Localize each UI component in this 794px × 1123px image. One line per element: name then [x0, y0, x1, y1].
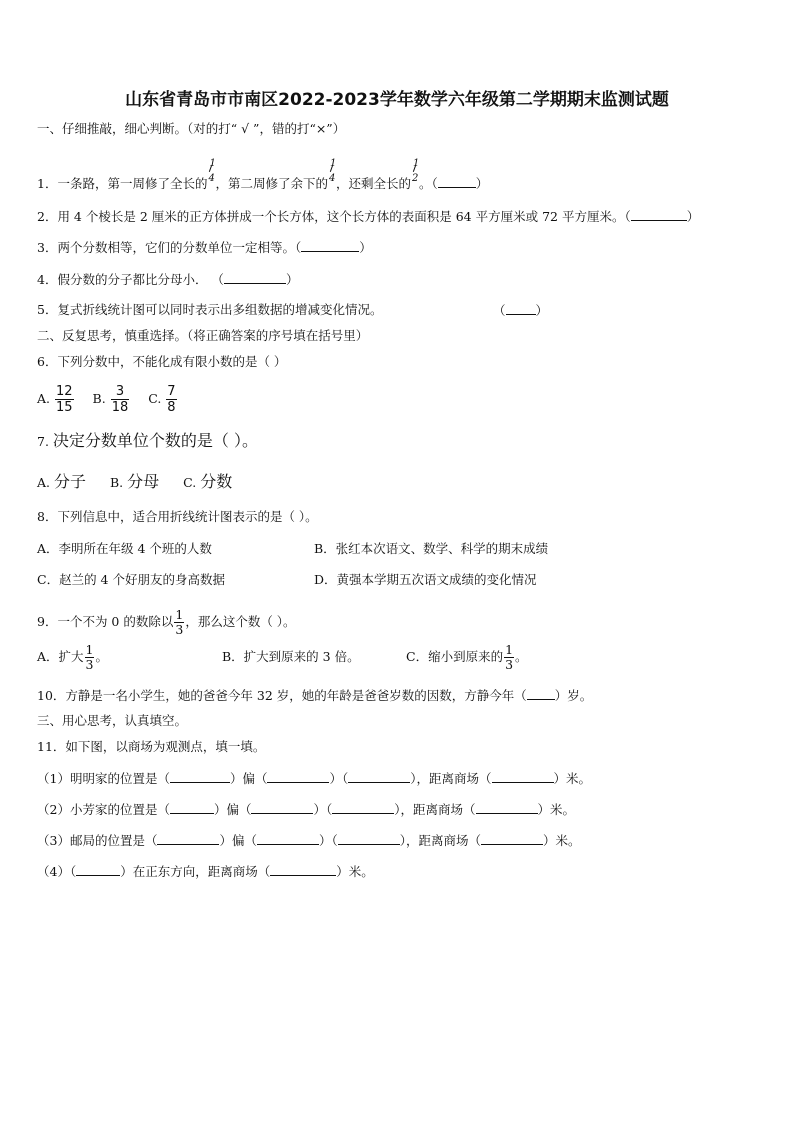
fraction: 1 2 — [412, 158, 420, 184]
answer-blank[interactable] — [301, 239, 359, 252]
section-heading-1: 一、仔细推敲，细心判断。（对的打“ √ ”，错的打“×”） — [37, 121, 346, 136]
question-1: 1．一条路，第一周修了全长的 1 4 ，第二周修了余下的 1 4 ，还剩全长的 1 2 。（ ） — [37, 158, 489, 191]
answer-blank[interactable] — [267, 770, 329, 783]
answer-blank[interactable] — [481, 832, 543, 845]
option-b[interactable]: B. 分母 — [110, 472, 160, 491]
option-c[interactable]: C. 分数 — [183, 472, 233, 491]
question-9-option-c[interactable]: C．缩小到原来的 $\frac{1}{3}$ 。 — [406, 642, 528, 672]
question-9-option-a[interactable]: A．扩大 $\frac{1}{3}$ 。 — [37, 642, 108, 672]
question-11-row-2: （2）小芳家的位置是（ ）偏（ ）（ ），距离商场（ ）米。 — [37, 802, 576, 817]
fraction: $\frac{7}{8}$ — [167, 384, 176, 415]
question-7-options — [37, 472, 246, 492]
section-heading-3: 三、用心思考，认真填空。 — [37, 713, 188, 728]
fraction: $\frac{1}{3}$ — [505, 642, 514, 672]
answer-blank[interactable] — [251, 801, 313, 814]
answer-blank[interactable] — [348, 770, 410, 783]
answer-blank[interactable] — [438, 175, 476, 188]
question-3: 3．两个分数相等，它们的分数单位一定相等。（ ） — [37, 240, 372, 255]
question-11: 11．如下图，以商场为观测点，填一填。 — [37, 739, 266, 754]
question-6: 6．下列分数中，不能化成有限小数的是（ ） — [37, 354, 287, 369]
answer-blank[interactable] — [332, 801, 394, 814]
question-2: 2．用 4 个棱长是 2 厘米的正方体拼成一个长方体，这个长方体的表面积是 64 平方厘米或 72 平方厘米。（ ） — [37, 209, 700, 224]
question-11-row-1: （1）明明家的位置是（ ）偏（ ）（ ），距离商场（ ）米。 — [37, 771, 592, 786]
fraction: 1 4 — [328, 158, 337, 184]
fraction: $\frac{1}{3}$ — [175, 607, 184, 637]
answer-blank[interactable] — [492, 770, 554, 783]
question-7: 7. 决定分数单位个数的是（ ）。 — [37, 431, 259, 450]
question-6-options — [37, 382, 192, 416]
fraction: $\frac{1}{3}$ — [85, 642, 94, 672]
option-b[interactable]: B. $\frac{3}{18}$ — [92, 384, 129, 415]
fraction: 1 4 — [208, 158, 216, 184]
option-a[interactable]: A. 分子 — [37, 472, 87, 491]
answer-blank[interactable] — [631, 208, 687, 221]
fraction: $\frac{12}{15}$ — [56, 384, 73, 415]
answer-blank[interactable] — [270, 863, 336, 876]
answer-blank[interactable] — [476, 801, 538, 814]
answer-blank[interactable] — [527, 687, 555, 700]
answer-blank[interactable] — [224, 271, 286, 284]
page-title: 山东省青岛市市南区2022-2023学年数学六年级第二学期期末监测试题 — [125, 90, 669, 110]
answer-blank[interactable] — [157, 832, 219, 845]
option-c[interactable]: C．赵兰的 4 个好朋友的身高数据 — [37, 572, 225, 587]
answer-blank[interactable] — [170, 770, 230, 783]
question-5: 5．复式折线统计图可以同时表示出多组数据的增减变化情况。 — [37, 302, 383, 317]
fraction: $\frac{3}{18}$ — [111, 384, 129, 415]
question-9: 9．一个不为 0 的数除以 $\frac{1}{3}$ ，那么这个数（ ）。 — [37, 607, 296, 637]
question-8: 8．下列信息中，适合用折线统计图表示的是（ ）。 — [37, 509, 318, 524]
section-heading-2: 二、反复思考，慎重选择。（将正确答案的序号填在括号里） — [37, 328, 369, 343]
option-a[interactable]: A. $\frac{12}{15}$ — [37, 384, 73, 415]
question-11-row-3: （3）邮局的位置是（ ）偏（ ）（ ），距离商场（ ）米。 — [37, 833, 581, 848]
answer-blank[interactable] — [170, 801, 214, 814]
question-5-answer: （ ） — [493, 303, 549, 318]
option-d[interactable]: D．黄强本学期五次语文成绩的变化情况 — [314, 572, 537, 587]
answer-blank[interactable] — [257, 832, 319, 845]
question-4: 4．假分数的分子都比分母小． （ ） — [37, 272, 299, 287]
question-9-option-b[interactable]: B．扩大到原来的 3 倍。 — [222, 649, 360, 664]
question-11-row-4: （4）（ ）在正东方向，距离商场（ ）米。 — [37, 864, 374, 879]
answer-blank[interactable] — [338, 832, 400, 845]
option-a[interactable]: A．李明所在年级 4 个班的人数 — [37, 541, 212, 556]
option-b[interactable]: B．张红本次语文、数学、科学的期末成绩 — [314, 541, 549, 556]
answer-blank[interactable] — [76, 863, 120, 876]
option-c[interactable]: C. $\frac{7}{8}$ — [148, 384, 176, 415]
question-10: 10．方静是一名小学生，她的爸爸今年 32 岁，她的年龄是爸爸岁数的因数，方静今年（ ）岁。 — [37, 688, 593, 703]
answer-blank[interactable] — [506, 302, 536, 315]
